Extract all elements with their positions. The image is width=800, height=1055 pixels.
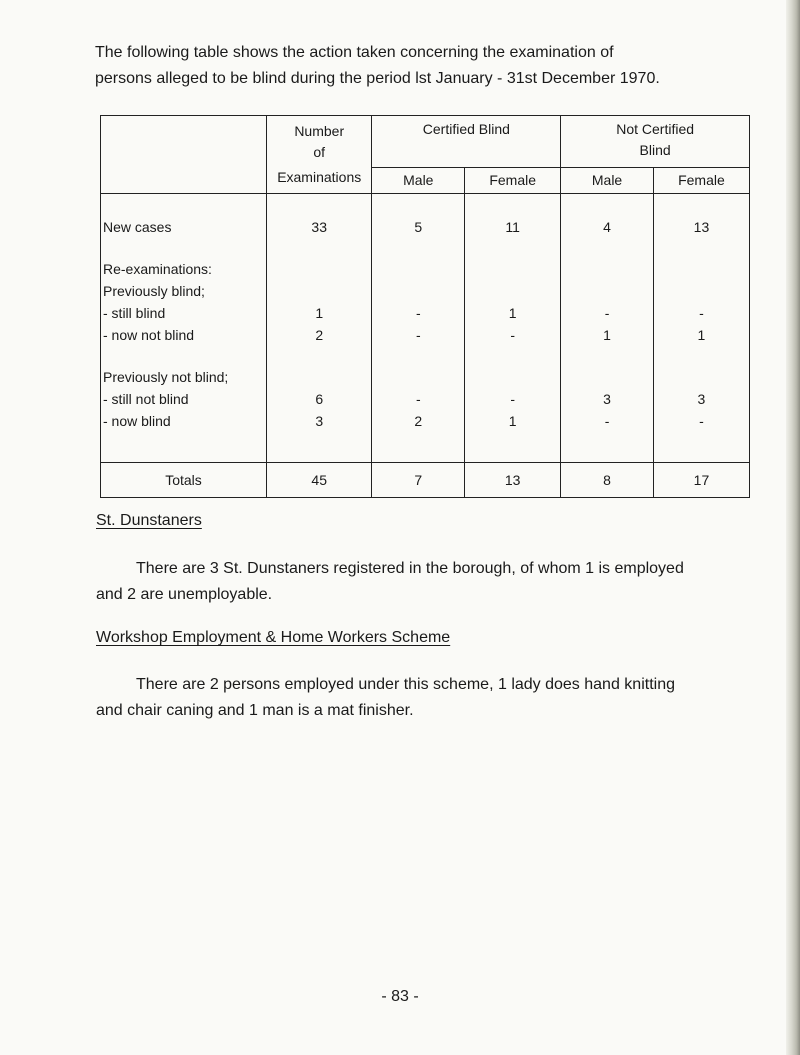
certified-male-value: - [415,391,421,407]
not-certified-female-value [654,258,749,280]
not-certified-female-cell [653,194,749,463]
certified-female-value: 1 [508,413,517,429]
totals-examinations: 45 [266,463,372,498]
header-certified-blind: Certified Blind [372,116,561,168]
totals-certified-male: 7 [372,463,465,498]
not-certified-female-value [654,366,749,388]
certified-male-value [372,346,464,366]
examinations-value [267,280,372,302]
page-number: - 83 - [381,988,419,1005]
certified-female-value: 1 [508,305,517,321]
certified-male-values [372,194,464,432]
examination-table [100,115,750,498]
examinations-value [267,346,372,366]
row-label [101,346,266,366]
not-certified-male-value [561,258,653,280]
dunstaners-line-1: There are 3 St. Dunstaners registered in the borough, of whom 1 is employed [136,560,684,577]
workshop-paragraph [96,672,766,724]
header-certified-female: Female [465,168,561,194]
totals-label: Totals [101,463,267,498]
totals-certified-female: 13 [465,463,561,498]
examinations-value: 3 [315,413,324,429]
row-label: - still blind [103,305,166,321]
certified-male-value [372,280,464,302]
certified-female-value [465,258,560,280]
not-certified-male-cell [561,194,654,463]
certified-female-value: 11 [505,219,520,235]
not-certified-female-values [654,194,749,432]
certified-female-value [465,238,560,258]
row-label: Previously not blind; [103,369,229,385]
header-examinations-line: Examinations [277,169,362,185]
row-label: New cases [103,219,172,235]
certified-female-value [465,366,560,388]
header-certified-male: Male [372,168,465,194]
certified-male-value: - [415,305,421,321]
certified-female-value: - [510,391,516,407]
certified-male-value: 2 [414,413,423,429]
row-label: Re-examinations: [103,261,212,277]
not-certified-male-value [561,346,653,366]
not-certified-male-value [561,366,653,388]
certified-male-value: 5 [414,219,423,235]
certified-male-value [372,366,464,388]
not-certified-male-value: - [604,413,610,429]
not-certified-female-value: 13 [693,219,710,235]
not-certified-female-value [654,238,749,258]
dunstaners-heading: St. Dunstaners [96,512,202,529]
intro-line-1: The following table shows the action taken concerning the examination of [95,44,614,61]
header-blind-line: Blind [639,142,671,158]
intro-line-2: persons alleged to be blind during the period lst January - 31st December 1970. [95,70,660,87]
not-certified-male-value: 3 [603,391,611,407]
header-not-certified-female: Female [653,168,749,194]
certified-female-value [465,346,560,366]
examinations-cell [266,194,372,463]
not-certified-female-value: - [699,413,704,429]
row-labels-list [101,194,266,432]
examinations-value: 2 [315,327,324,343]
header-not-certified-line: Not Certified [616,121,695,137]
certified-male-cell [372,194,465,463]
intro-paragraph [96,40,766,92]
not-certified-female-value [654,346,749,366]
certified-male-value [372,238,464,258]
not-certified-male-value: 1 [603,327,611,343]
header-number-line: Number [294,123,345,139]
not-certified-male-value: - [604,305,610,321]
header-number-of-examinations [266,116,372,194]
workshop-line-2: and chair caning and 1 man is a mat finisher. [96,702,414,719]
header-of-line: of [313,144,326,160]
table-body-row [101,194,750,463]
certified-female-values [465,194,560,432]
row-label: - now blind [103,413,171,429]
header-blank-cell [101,116,267,194]
certified-female-value [465,280,560,302]
dunstaners-paragraph [96,556,766,608]
page-edge-shadow [786,0,800,1055]
not-certified-male-value: 4 [603,219,611,235]
not-certified-female-value: 1 [697,327,706,343]
row-label: - still not blind [103,391,189,407]
certified-male-value: - [415,327,421,343]
certified-female-value: - [510,327,516,343]
examinations-value: 6 [315,391,324,407]
not-certified-female-value [654,280,749,302]
row-labels-cell [101,194,267,463]
row-label: - now not blind [103,327,195,343]
totals-not-certified-male: 8 [561,463,654,498]
header-not-certified-male: Male [561,168,654,194]
workshop-heading: Workshop Employment & Home Workers Scheme [96,629,451,646]
totals-row [101,463,750,498]
header-not-certified-blind [561,116,750,168]
table-header-row [101,116,750,168]
row-label [101,238,266,258]
examinations-value: 1 [315,305,324,321]
totals-not-certified-female: 17 [653,463,749,498]
examinations-value [267,258,372,280]
workshop-line-1: There are 2 persons employed under this scheme, 1 lady does hand knitting [136,676,675,693]
certified-male-value [372,258,464,280]
examinations-value: 33 [311,219,327,235]
not-certified-male-value [561,238,653,258]
not-certified-male-values [561,194,653,432]
row-label: Previously blind; [103,283,205,299]
not-certified-female-value: 3 [697,391,706,407]
not-certified-female-value: - [699,305,704,321]
examinations-values [267,194,372,432]
dunstaners-line-2: and 2 are unemployable. [96,586,273,603]
examinations-value [267,366,372,388]
examinations-value [267,238,372,258]
certified-female-cell [465,194,561,463]
not-certified-male-value [561,280,653,302]
